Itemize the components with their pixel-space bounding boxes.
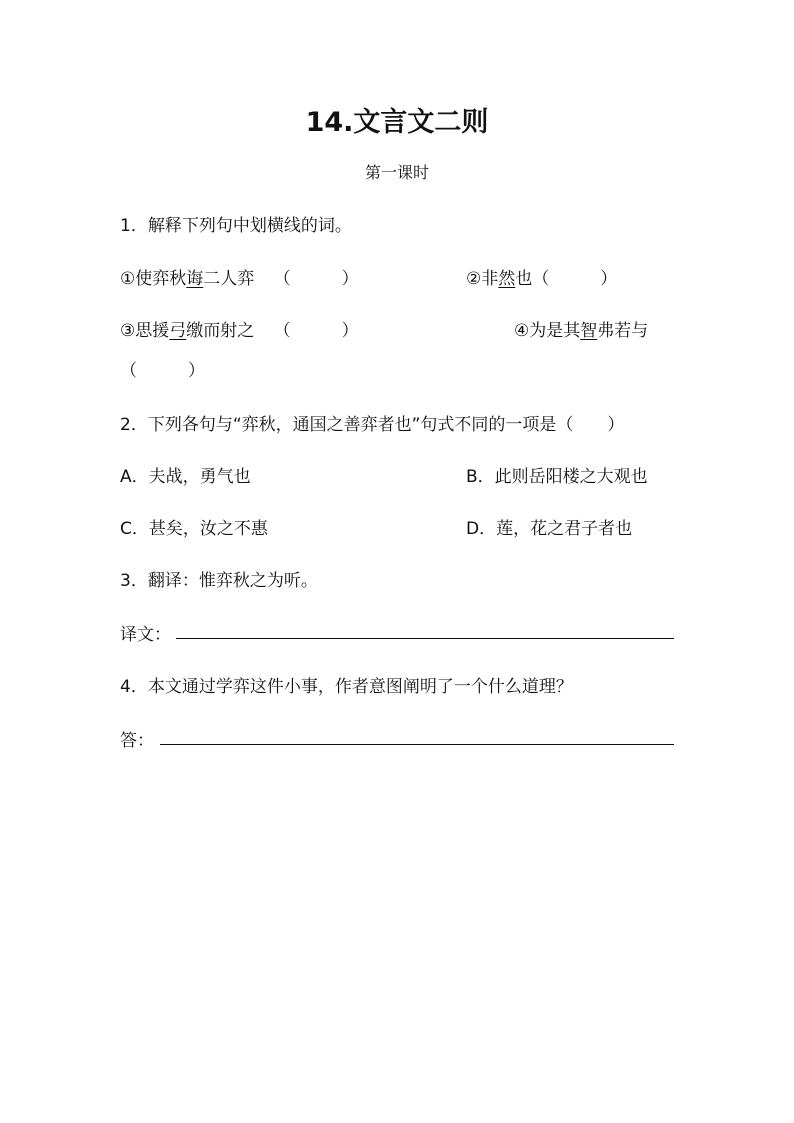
item-text: ④为是其 <box>514 321 581 341</box>
question-2-option-b: B．此则岳阳楼之大观也 <box>466 467 648 487</box>
item-text: 也 <box>515 269 533 289</box>
item-text: ③思援 <box>120 321 170 341</box>
question-2-option-d: D．莲，花之君子者也 <box>466 519 633 539</box>
question-2-option-c: C．甚矣，汝之不惠 <box>120 519 268 539</box>
page-subtitle: 第一课时 <box>364 163 429 182</box>
question-1-item-3 <box>120 316 359 341</box>
question-3-answer-label: 译文： <box>120 625 171 645</box>
answer-paren: （ ） <box>532 269 618 289</box>
underlined-word: 诲 <box>186 269 204 289</box>
question-3-prompt: 3．翻译：惟弈秋之为听。 <box>120 571 318 591</box>
question-1-prompt: 1．解释下列句中划横线的词。 <box>120 216 352 236</box>
question-4-answer-label: 答： <box>120 731 154 751</box>
question-1-item-2 <box>466 264 617 289</box>
answer-paren: （ ） <box>273 269 359 289</box>
item-text: ①使弈秋 <box>120 269 187 289</box>
question-4-prompt: 4．本文通过学弈这件小事，作者意图阐明了一个什么道理？ <box>120 677 573 697</box>
question-1-item-4-paren: （ ） <box>120 361 205 381</box>
question-1-item-4 <box>514 316 648 341</box>
item-text: 缴而射之 <box>186 321 255 341</box>
item-text: 二人弈 <box>203 269 255 289</box>
question-3-answer-line[interactable] <box>176 638 674 639</box>
underlined-word: 智 <box>580 321 598 341</box>
page-title: 14.文言文二则 <box>305 107 489 138</box>
item-text: ②非 <box>466 269 499 289</box>
question-2-prompt: 2．下列各句与“弈秋，通国之善弈者也”句式不同的一项是（ ） <box>120 415 625 435</box>
underlined-word: 弓 <box>169 321 187 341</box>
question-4-answer-line[interactable] <box>160 744 674 745</box>
item-text: 弗若与 <box>597 321 649 341</box>
underlined-word: 然 <box>498 269 516 289</box>
question-2-option-a: A．夫战，勇气也 <box>120 467 251 487</box>
question-1-item-1 <box>120 264 359 289</box>
answer-paren: （ ） <box>273 321 359 341</box>
